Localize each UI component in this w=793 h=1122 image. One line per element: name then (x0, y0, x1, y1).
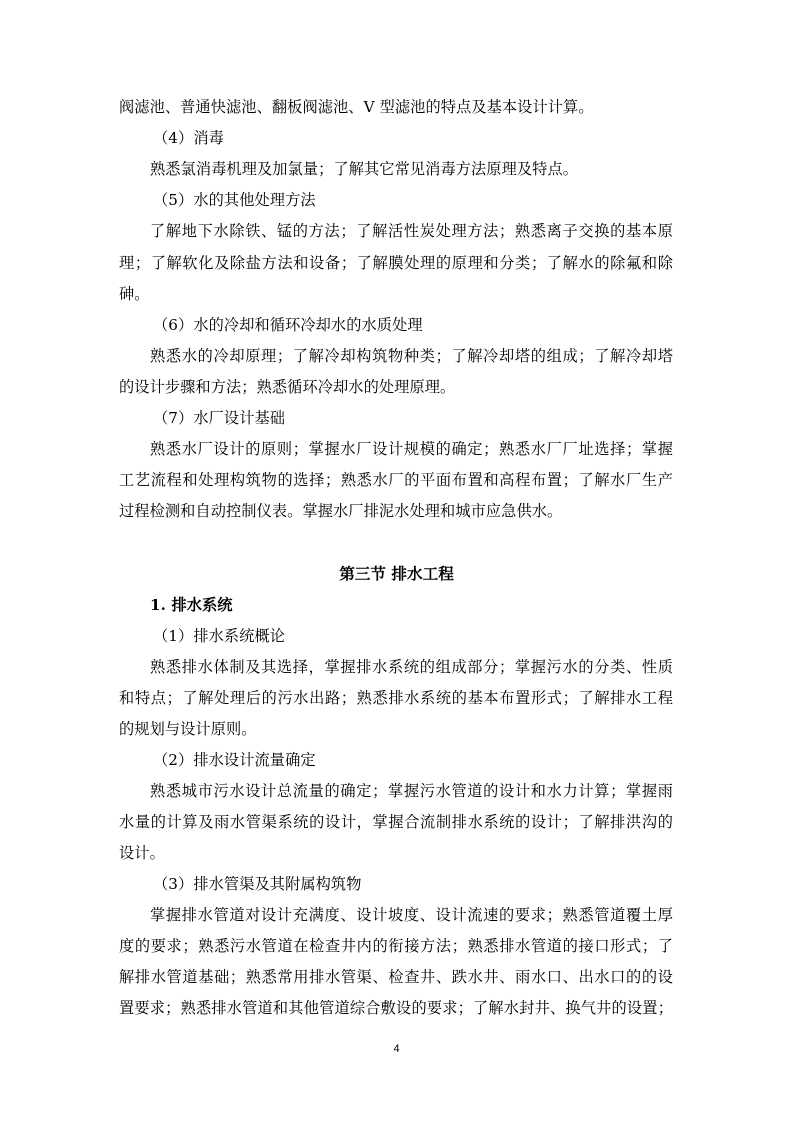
text-line: 熟悉水厂设计的原则；掌握水厂设计规模的确定；熟悉水厂厂址选择；掌握 (150, 440, 673, 458)
text-line: 了解地下水除铁、锰的方法；了解活性炭处理方法；熟悉离子交换的基本原 (150, 222, 673, 240)
text-line: 熟悉排水体制及其选择，掌握排水系统的组成部分；掌握污水的分类、性质 (150, 658, 673, 676)
subsection-heading-disinfection: （4）消毒 (153, 129, 224, 147)
subsection-heading-overview: （1）排水系统概论 (153, 627, 286, 645)
subsection-heading-flow: （2）排水设计流量确定 (153, 751, 316, 769)
text-line: 置要求；熟悉排水管道和其他管道综合敷设的要求；了解水封井、换气井的设置； (119, 999, 673, 1017)
text-line: 熟悉城市污水设计总流量的确定；掌握污水管道的设计和水力计算；掌握雨 (150, 782, 673, 800)
text-line: 理；了解软化及除盐方法和设备；了解膜处理的原理和分类；了解水的除氟和除 (119, 254, 673, 272)
text-line: 掌握排水管道对设计充满度、设计坡度、设计流速的要求；熟悉管道覆土厚 (150, 906, 673, 924)
subsection-heading-plant-design: （7）水厂设计基础 (153, 409, 286, 427)
text-line: 度的要求；熟悉污水管道在检查井内的衔接方法；熟悉排水管道的接口形式；了 (119, 937, 673, 955)
text-line: 设计。 (119, 844, 165, 862)
text-line: 熟悉水的冷却原理；了解冷却构筑物种类；了解冷却塔的组成；了解冷却塔 (150, 347, 673, 365)
text-line: 的设计步骤和方法；熟悉循环冷却水的处理原理。 (119, 378, 456, 396)
text-line: 水量的计算及雨水管渠系统的设计，掌握合流制排水系统的设计；了解排洪沟的 (119, 813, 673, 831)
text-line: 熟悉氯消毒机理及加氯量；了解其它常见消毒方法原理及特点。 (150, 160, 579, 178)
subsection-heading-pipes: （3）排水管渠及其附属构筑物 (153, 875, 362, 893)
section-title: 第三节 排水工程 (339, 564, 454, 583)
text-line: 阀滤池、普通快滤池、翻板阀滤池、V 型滤池的特点及基本设计计算。 (119, 98, 594, 116)
subsection-heading-other-methods: （5）水的其他处理方法 (153, 191, 316, 209)
text-line: 解排水管道基础；熟悉常用排水管渠、检查井、跌水井、雨水口、出水口的的设 (119, 968, 673, 986)
text-line: 的规划与设计原则。 (119, 720, 257, 738)
text-line: 工艺流程和处理构筑物的选择；熟悉水厂的平面布置和高程布置；了解水厂生产 (119, 471, 673, 489)
page-number: 4 (393, 1043, 400, 1055)
subsection-heading-cooling: （6）水的冷却和循环冷却水的水质处理 (153, 316, 423, 334)
text-line: 砷。 (119, 285, 150, 303)
text-line: 和特点；了解处理后的污水出路；熟悉排水系统的基本布置形式；了解排水工程 (119, 689, 673, 707)
text-line: 过程检测和自动控制仪表。掌握水厂排泥水处理和城市应急供水。 (119, 502, 563, 520)
heading-drainage-system: 1. 排水系统 (150, 596, 233, 614)
